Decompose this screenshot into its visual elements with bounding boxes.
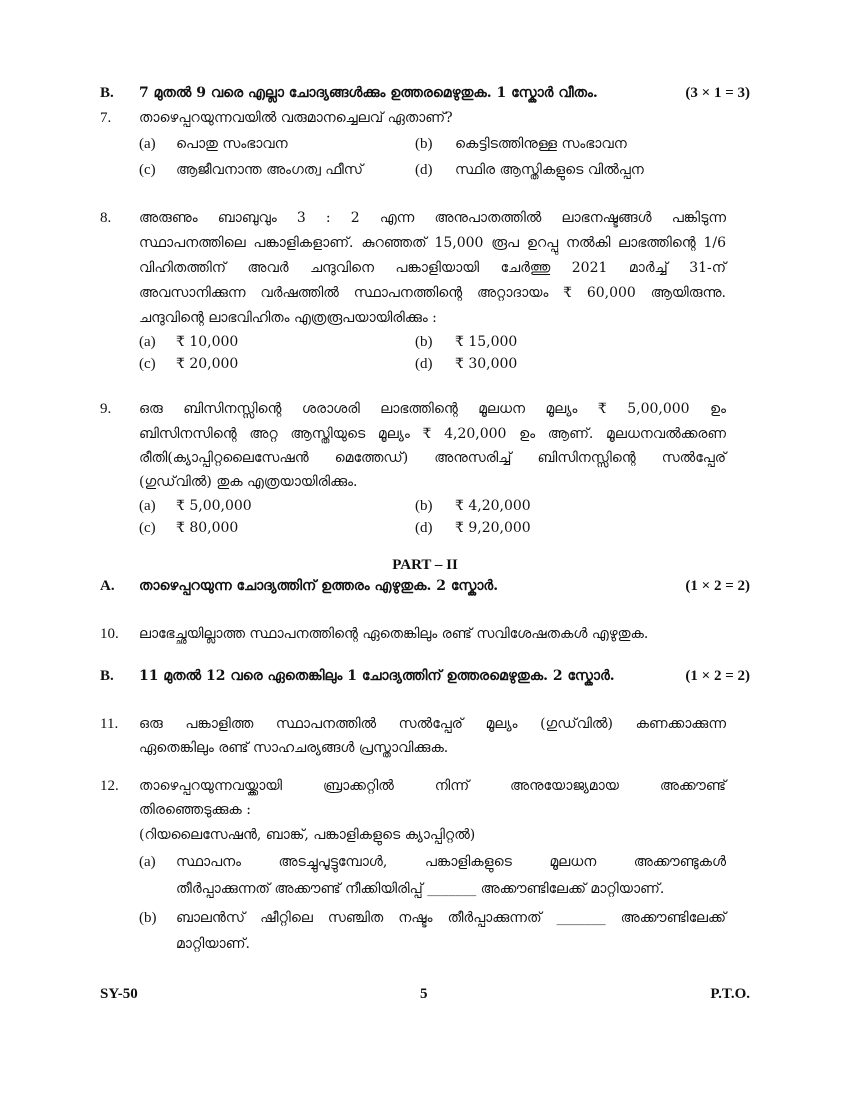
part-2-title: PART – II [392,557,458,573]
question-10-number: 10. [100,626,119,642]
option-label: (a) [139,136,156,152]
option-label: (d) [415,162,433,178]
option-label: (a) [139,498,156,514]
option-text: പൊതു സംഭാവന [176,136,288,152]
option-label: (c) [139,162,156,178]
option-label: (b) [415,334,433,350]
option-text: സ്ഥിര ആസ്തികളുടെ വിൽപ്പന [455,162,644,178]
question-8-line: വിഹിതത്തിന് അവർ ചന്ദുവിനെ പങ്കാളിയായി ചേർത്തു 2021 മാർച്ച് 31-ന് [139,260,726,276]
question-9-number: 9. [100,401,112,417]
question-11-number: 11. [100,716,119,732]
question-12-line: തിരഞ്ഞെടുക്കുക : [139,802,251,818]
option-text: ₹ 80,000 [176,520,239,536]
question-12-number: 12. [100,778,119,794]
question-12-line: താഴെപ്പറയുന്നവയ്ക്കായി ബ്രാക്കറ്റിൽ നിന്ന് അനുയോജ്യമായ അക്കൗണ്ട് [139,778,726,794]
sub-question-line: ബാലൻസ് ഷീറ്റിലെ സഞ്ചിത നഷ്ടം തീർപ്പാക്കുന്നത് _______ അക്കൗണ്ടിലേക്ക് [176,910,726,926]
sub-question-label: (b) [139,910,157,926]
option-label: (d) [415,356,433,372]
section-b-marks: (3 × 1 = 3) [685,85,750,101]
option-text: ₹ 15,000 [455,334,518,350]
question-10-text: ലാഭേച്ഛയില്ലാത്ത സ്ഥാപനത്തിന്റെ ഏതെങ്കിലും രണ്ട് സവിശേഷതകൾ എഴുതുക. [139,626,649,642]
question-8-line: സ്ഥാപനത്തിലെ പങ്കാളികളാണ്. കുറഞ്ഞത് 15,000 രൂപ ഉറപ്പു നൽകി ലാഭത്തിന്റെ 1/6 [139,235,726,251]
paper-code: SY-50 [100,986,138,1002]
option-label: (b) [415,136,433,152]
section-b-instruction: 11 മുതൽ 12 വരെ ഏതെങ്കിലും 1 ചോദ്യത്തിന് ഉത്തരമെഴുതുക. 2 സ്കോർ. [139,668,615,684]
option-text: ₹ 4,20,000 [455,498,531,514]
option-label: (a) [139,334,156,350]
question-8-line: ചന്ദുവിന്റെ ലാഭവിഹിതം എത്രരൂപയായിരിക്കും : [139,310,437,326]
question-11-line: ഒരു പങ്കാളിത്ത സ്ഥാപനത്തിൽ സൽപ്പേര് മൂല്യം (ഗുഡ്‌വിൽ) കണക്കാക്കുന്ന [139,716,726,732]
option-text: ₹ 20,000 [176,356,239,372]
page-number: 5 [420,986,428,1002]
question-11-line: ഏതെങ്കിലും രണ്ട് സാഹചര്യങ്ങൾ പ്രസ്താവിക്കുക. [139,740,449,756]
option-label: (b) [415,498,433,514]
question-9-line: ഒരു ബിസിനസ്സിന്റെ ശരാശരി ലാഭത്തിന്റെ മൂലധന മൂല്യം ₹ 5,00,000 ഉം [139,401,726,417]
option-label: (c) [139,520,156,536]
option-text: ₹ 5,00,000 [176,498,252,514]
section-b-instruction: 7 മുതൽ 9 വരെ എല്ലാ ചോദ്യങ്ങൾക്കും ഉത്തരമെഴുതുക. 1 സ്കോർ വീതം. [139,85,598,101]
question-9-line: (ഗുഡ്‌വിൽ) തുക എത്രയായിരിക്കും. [139,474,358,490]
option-text: ₹ 9,20,000 [455,520,531,536]
sub-question-line: തീർപ്പാക്കുന്നത് അക്കൗണ്ട് നീക്കിയിരിപ്പ് _______ അക്കൗണ്ടിലേക്ക് മാറ്റിയാണ്. [176,881,665,897]
option-label: (c) [139,356,156,372]
question-8-line: അവസാനിക്കുന്ന വർഷത്തിൽ സ്ഥാപനത്തിന്റെ അറ്റാദായം ₹ 60,000 ആയിരുന്നു. [139,285,726,301]
question-12-bracket-options: (റിയലൈസേഷൻ, ബാങ്ക്, പങ്കാളികളുടെ ക്യാപ്പിറ്റൽ) [139,827,476,843]
please-turn-over: P.T.O. [710,986,750,1002]
question-9-line: ബിസിനസിന്റെ അറ്റ ആസ്തിയുടെ മൂല്യം ₹ 4,20,000 ഉം ആണ്. മൂലധനവൽക്കരണ [139,426,726,442]
question-9-line: രീതി(ക്യാപ്പിറ്റലൈസേഷൻ മെത്തേഡ്) അനുസരിച്ച് ബിസിനസ്സിന്റെ സൽപ്പേര് [139,450,726,466]
option-text: ₹ 30,000 [455,356,518,372]
question-7-number: 7. [100,110,112,126]
option-text: ആജീവനാന്ത അംഗത്വ ഫീസ് [176,162,363,178]
section-a-instruction: താഴെപ്പറയുന്ന ചോദ്യത്തിന് ഉത്തരം എഴുതുക. 2 സ്കോർ. [139,578,499,594]
option-label: (d) [415,520,433,536]
option-text: ₹ 10,000 [176,334,239,350]
sub-question-label: (a) [139,854,156,870]
section-b-letter: B. [100,668,114,684]
question-7-text: താഴെപ്പറയുന്നവയിൽ വരുമാനച്ചെലവ് ഏതാണ്? [139,110,453,126]
question-8-number: 8. [100,210,112,226]
sub-question-line: മാറ്റിയാണ്. [176,936,250,952]
sub-question-line: സ്ഥാപനം അടച്ചുപൂട്ടുമ്പോൾ, പങ്കാളികളുടെ മൂലധന അക്കൗണ്ടുകൾ [176,854,726,870]
section-b-marks: (1 × 2 = 2) [685,668,750,684]
section-a-marks: (1 × 2 = 2) [685,578,750,594]
section-b-letter: B. [100,85,114,101]
option-text: കെട്ടിടത്തിനുള്ള സംഭാവന [455,136,627,152]
section-a-letter: A. [100,578,115,594]
question-8-line: അരുണും ബാബുവും 3 : 2 എന്ന അനുപാതത്തിൽ ലാഭനഷ്ടങ്ങൾ പങ്കിടുന്ന [139,210,726,226]
